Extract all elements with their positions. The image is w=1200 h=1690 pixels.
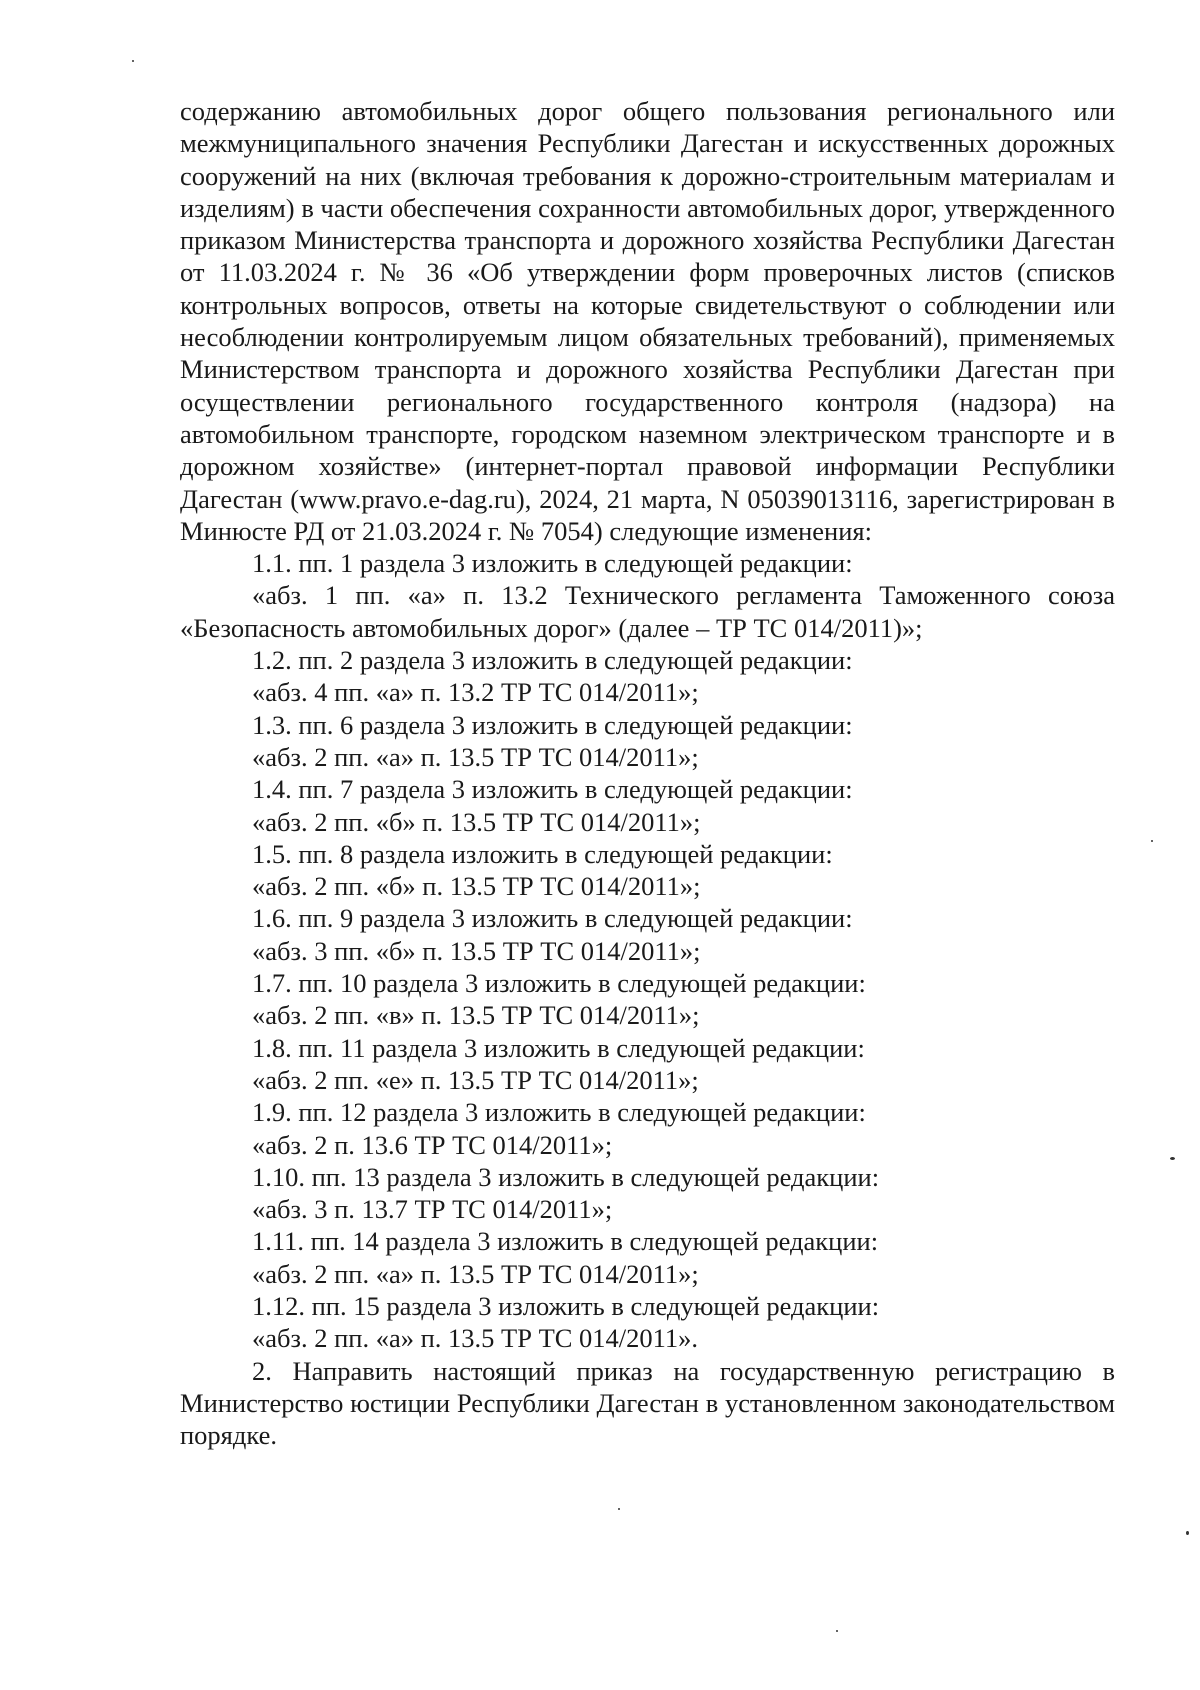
scan-speck bbox=[132, 60, 134, 62]
item-heading: 1.2. пп. 2 раздела 3 изложить в следующей редакции: bbox=[252, 645, 853, 676]
item-heading: 1.7. пп. 10 раздела 3 изложить в следующей редакции: bbox=[252, 968, 866, 999]
item-text: «абз. 2 пп. «а» п. 13.5 ТР ТС 014/2011»; bbox=[252, 741, 699, 772]
item-text: «абз. 2 пп. «б» п. 13.5 ТР ТС 014/2011»; bbox=[252, 871, 701, 902]
document-page bbox=[180, 95, 1115, 1451]
item-text: «абз. 2 пп. «е» п. 13.5 ТР ТС 014/2011»; bbox=[252, 1064, 699, 1095]
item-text: «абз. 3 пп. «б» п. 13.5 ТР ТС 014/2011»; bbox=[252, 935, 701, 966]
item-heading: 1.9. пп. 12 раздела 3 изложить в следующей редакции: bbox=[252, 1097, 866, 1128]
item-heading: 1.10. пп. 13 раздела 3 изложить в следующей редакции: bbox=[252, 1161, 880, 1192]
item-text: «абз. 3 п. 13.7 ТР ТС 014/2011»; bbox=[252, 1194, 613, 1225]
scan-speck bbox=[1170, 1157, 1175, 1160]
intro-paragraph: содержанию автомобильных дорог общего пользования регионального или межмуниципального значения Республики Дагестан и искусственных дорожных сооружений на них (включая требования к дорожно-строительным материалам и изделиям) в части обеспечения сохранности автомобильных дорог, утвержденного приказом Министерства транспорта и дорожного хозяйства Республики Дагестан от 11.03.2024 г. № 36 «Об утверждении форм проверочных листов (списков контрольных вопросов, ответы на которые свидетельствуют о соблюдении или несоблюдении контролируемым лицом обязательных требований), применяемых Министерством транспорта и дорожного хозяйства Республики Дагестан при осуществлении регионального государственного контроля (надзора) на автомобильном транспорте, городском наземном электрическом транспорте и в дорожном хозяйстве» (интернет-портал правовой информации Республики Дагестан (www.pravo.e-dag.ru), 2024, 21 марта, N 05039013116, зарегистрирован в Минюсте РД от 21.03.2024 г. № 7054) следующие изменения: bbox=[180, 96, 1115, 546]
scan-speck bbox=[836, 1630, 838, 1632]
item-heading: 1.12. пп. 15 раздела 3 изложить в следующей редакции: bbox=[252, 1290, 880, 1321]
item-heading: 1.4. пп. 7 раздела 3 изложить в следующей редакции: bbox=[252, 774, 853, 805]
item-heading: 1.1. пп. 1 раздела 3 изложить в следующей редакции: bbox=[252, 548, 853, 579]
item-heading: 1.3. пп. 6 раздела 3 изложить в следующей редакции: bbox=[252, 709, 853, 740]
item-text: «абз. 4 пп. «а» п. 13.2 ТР ТС 014/2011»; bbox=[252, 677, 699, 708]
item-text: «абз. 2 пп. «б» п. 13.5 ТР ТС 014/2011»; bbox=[252, 806, 701, 837]
item-text: «абз. 1 пп. «а» п. 13.2 Технического регламента Таможенного союза «Безопасность автомобильных дорог» (далее – ТР ТС 014/2011)»; bbox=[180, 580, 1115, 643]
item-text: «абз. 2 п. 13.6 ТР ТС 014/2011»; bbox=[252, 1129, 613, 1160]
amendment-list bbox=[180, 644, 1115, 1355]
item-heading: 1.8. пп. 11 раздела 3 изложить в следующей редакции: bbox=[252, 1032, 865, 1063]
scan-speck bbox=[1151, 840, 1153, 842]
item-heading: 1.5. пп. 8 раздела изложить в следующей редакции: bbox=[252, 838, 833, 869]
final-paragraph: 2. Направить настоящий приказ на государственную регистрацию в Министерство юстиции Республики Дагестан в установленном законодательством порядке. bbox=[180, 1355, 1115, 1451]
item-text: «абз. 2 пп. «в» п. 13.5 ТР ТС 014/2011»; bbox=[252, 1000, 700, 1031]
scan-speck bbox=[1186, 1531, 1189, 1535]
item-text: «абз. 2 пп. «а» п. 13.5 ТР ТС 014/2011»; bbox=[252, 1258, 699, 1289]
item-heading: 1.6. пп. 9 раздела 3 изложить в следующей редакции: bbox=[252, 903, 853, 934]
item-heading: 1.11. пп. 14 раздела 3 изложить в следующей редакции: bbox=[252, 1226, 879, 1257]
item-text: «абз. 2 пп. «а» п. 13.5 ТР ТС 014/2011». bbox=[252, 1323, 699, 1354]
scan-speck bbox=[618, 1508, 620, 1510]
